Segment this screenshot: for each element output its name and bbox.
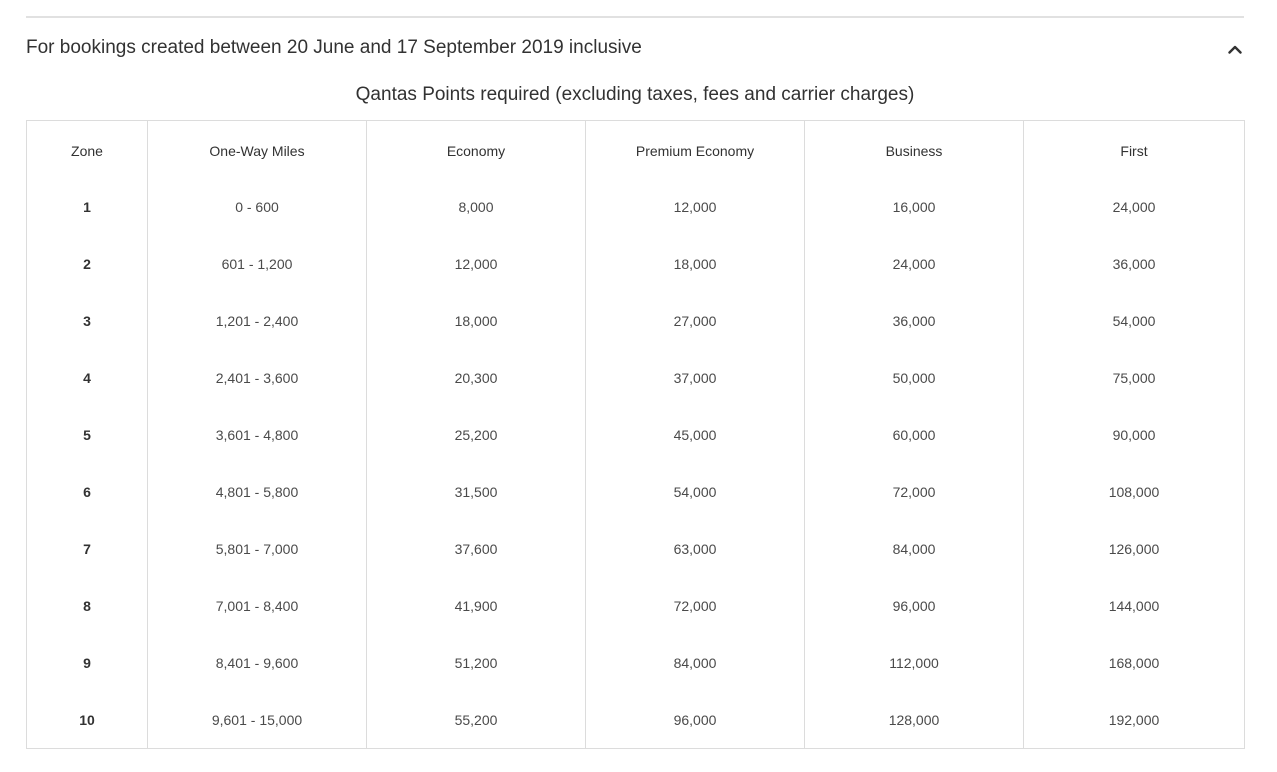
points-table	[26, 120, 1245, 749]
miles-cell: 1,201 - 2,400	[148, 292, 367, 349]
zone-cell: 6	[27, 463, 148, 520]
premium-economy-cell: 96,000	[586, 691, 805, 749]
table-row	[27, 292, 1245, 349]
accordion-header[interactable]	[26, 18, 1244, 78]
table-row	[27, 634, 1245, 691]
table-row	[27, 577, 1245, 634]
column-header-economy: Economy	[367, 121, 586, 179]
zone-cell: 3	[27, 292, 148, 349]
business-cell: 96,000	[805, 577, 1024, 634]
zone-cell: 8	[27, 577, 148, 634]
first-cell: 54,000	[1024, 292, 1245, 349]
miles-cell: 601 - 1,200	[148, 235, 367, 292]
premium-economy-cell: 63,000	[586, 520, 805, 577]
business-cell: 72,000	[805, 463, 1024, 520]
economy-cell: 37,600	[367, 520, 586, 577]
premium-economy-cell: 18,000	[586, 235, 805, 292]
miles-cell: 4,801 - 5,800	[148, 463, 367, 520]
table-row	[27, 520, 1245, 577]
table-row	[27, 178, 1245, 235]
premium-economy-cell: 27,000	[586, 292, 805, 349]
premium-economy-cell: 45,000	[586, 406, 805, 463]
zone-cell: 1	[27, 178, 148, 235]
first-cell: 108,000	[1024, 463, 1245, 520]
business-cell: 24,000	[805, 235, 1024, 292]
miles-cell: 2,401 - 3,600	[148, 349, 367, 406]
first-cell: 75,000	[1024, 349, 1245, 406]
premium-economy-cell: 84,000	[586, 634, 805, 691]
business-cell: 128,000	[805, 691, 1024, 749]
zone-cell: 10	[27, 691, 148, 749]
column-header-one-way-miles: One-Way Miles	[148, 121, 367, 179]
business-cell: 84,000	[805, 520, 1024, 577]
business-cell: 36,000	[805, 292, 1024, 349]
first-cell: 144,000	[1024, 577, 1245, 634]
economy-cell: 12,000	[367, 235, 586, 292]
column-header-first: First	[1024, 121, 1245, 179]
miles-cell: 8,401 - 9,600	[148, 634, 367, 691]
column-header-zone: Zone	[27, 121, 148, 179]
miles-cell: 9,601 - 15,000	[148, 691, 367, 749]
zone-cell: 7	[27, 520, 148, 577]
economy-cell: 41,900	[367, 577, 586, 634]
business-cell: 50,000	[805, 349, 1024, 406]
miles-cell: 0 - 600	[148, 178, 367, 235]
first-cell: 90,000	[1024, 406, 1245, 463]
premium-economy-cell: 72,000	[586, 577, 805, 634]
column-header-premium-economy: Premium Economy	[586, 121, 805, 179]
economy-cell: 20,300	[367, 349, 586, 406]
column-header-business: Business	[805, 121, 1024, 179]
table-row	[27, 691, 1245, 749]
economy-cell: 55,200	[367, 691, 586, 749]
first-cell: 126,000	[1024, 520, 1245, 577]
table-row	[27, 406, 1245, 463]
business-cell: 112,000	[805, 634, 1024, 691]
table-row	[27, 349, 1245, 406]
premium-economy-cell: 12,000	[586, 178, 805, 235]
first-cell: 36,000	[1024, 235, 1245, 292]
zone-cell: 5	[27, 406, 148, 463]
premium-economy-cell: 37,000	[586, 349, 805, 406]
miles-cell: 5,801 - 7,000	[148, 520, 367, 577]
first-cell: 168,000	[1024, 634, 1245, 691]
zone-cell: 4	[27, 349, 148, 406]
economy-cell: 25,200	[367, 406, 586, 463]
miles-cell: 7,001 - 8,400	[148, 577, 367, 634]
premium-economy-cell: 54,000	[586, 463, 805, 520]
business-cell: 60,000	[805, 406, 1024, 463]
table-row	[27, 235, 1245, 292]
table-caption: Qantas Points required (excluding taxes, fees and carrier charges)	[355, 84, 915, 105]
table-header-row	[27, 121, 1245, 179]
business-cell: 16,000	[805, 178, 1024, 235]
accordion-title: For bookings created between 20 June and 17 September 2019 inclusive	[26, 37, 642, 58]
miles-cell: 3,601 - 4,800	[148, 406, 367, 463]
zone-cell: 2	[27, 235, 148, 292]
first-cell: 192,000	[1024, 691, 1245, 749]
economy-cell: 18,000	[367, 292, 586, 349]
table-row	[27, 463, 1245, 520]
zone-cell: 9	[27, 634, 148, 691]
economy-cell: 31,500	[367, 463, 586, 520]
economy-cell: 51,200	[367, 634, 586, 691]
chevron-up-icon[interactable]	[1228, 44, 1242, 54]
first-cell: 24,000	[1024, 178, 1245, 235]
economy-cell: 8,000	[367, 178, 586, 235]
